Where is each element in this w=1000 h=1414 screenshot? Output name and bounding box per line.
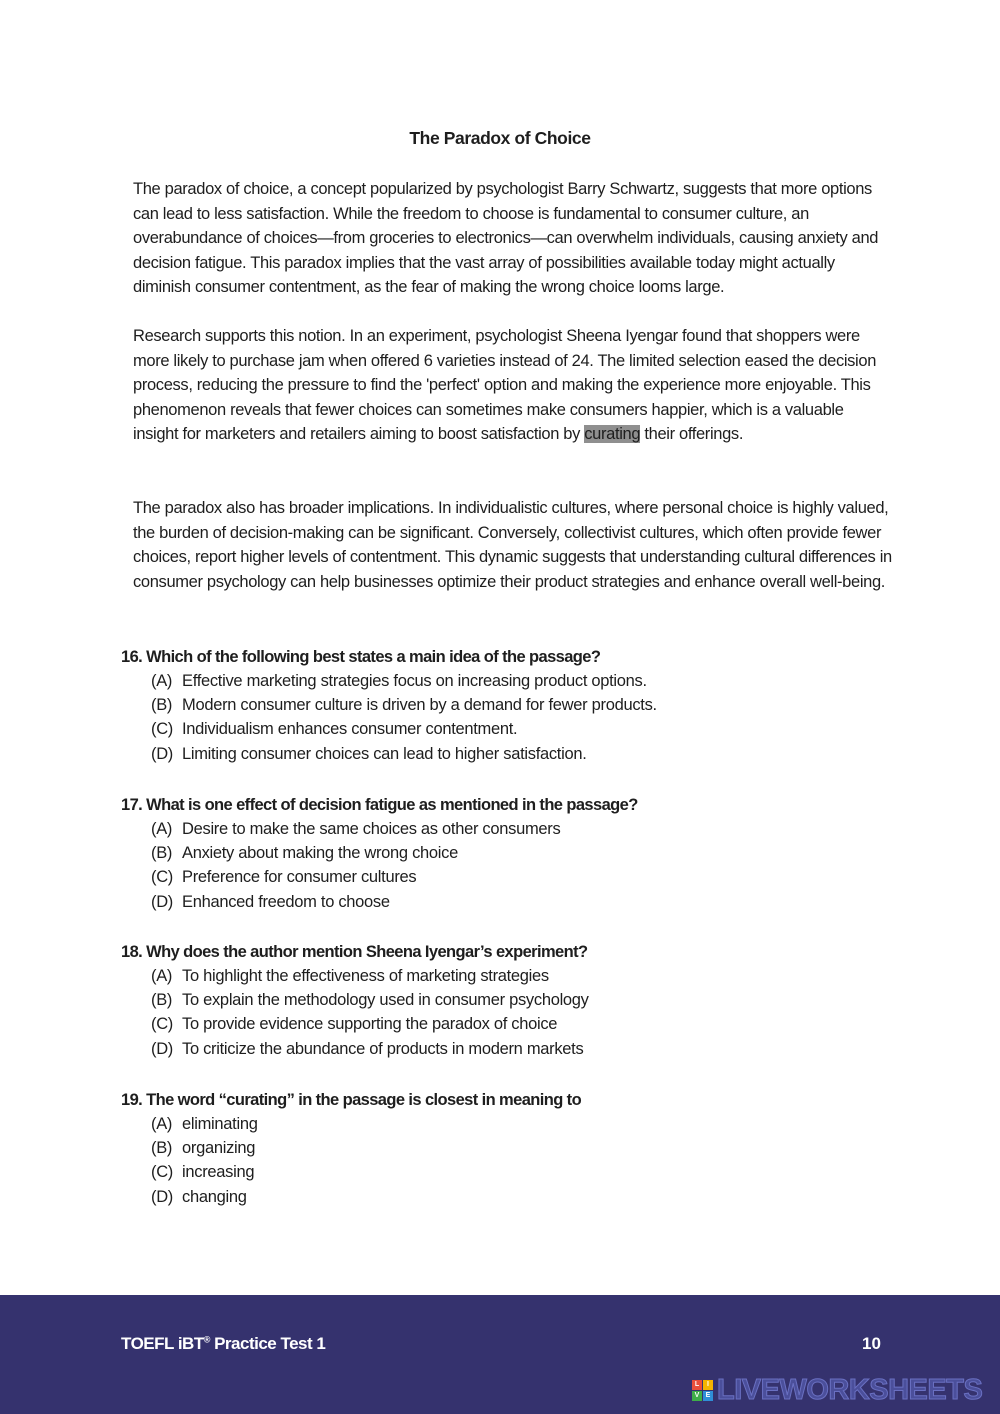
logo-letter-v: V	[692, 1391, 702, 1401]
question-text: 19. The word “curating” in the passage is closest in meaning to	[121, 1091, 582, 1109]
answer-option[interactable]	[121, 717, 941, 741]
option-label: (B)	[151, 1139, 173, 1158]
answer-option[interactable]	[121, 693, 941, 717]
answer-option[interactable]	[121, 817, 941, 841]
option-label: (D)	[151, 1039, 174, 1058]
option-label: (A)	[151, 820, 173, 838]
option-text: eliminating	[182, 1115, 258, 1133]
test-name: TOEFL iBT	[121, 1334, 204, 1353]
option-label: (D)	[151, 744, 174, 763]
option-text: Preference for consumer cultures	[182, 868, 417, 887]
question-text: 17. What is one effect of decision fatigue as mentioned in the passage?	[121, 796, 638, 814]
option-text: To provide evidence supporting the paradox of choice	[182, 1015, 558, 1034]
option-text: Individualism enhances consumer contentment.	[182, 720, 518, 739]
answer-option[interactable]	[121, 1037, 941, 1061]
answer-option[interactable]	[121, 988, 941, 1012]
option-label: (C)	[151, 720, 174, 739]
option-label: (B)	[151, 991, 173, 1010]
option-text: Effective marketing strategies focus on increasing product options.	[182, 672, 647, 690]
liveworksheets-watermark[interactable]	[692, 1374, 982, 1407]
answer-option[interactable]	[121, 1185, 941, 1209]
option-text: Anxiety about making the wrong choice	[182, 844, 458, 863]
option-label: (B)	[151, 696, 173, 715]
question-text: 16. Which of the following best states a main idea of the passage?	[121, 648, 601, 666]
paragraph-2-ending: their offerings.	[640, 425, 744, 444]
option-text: To highlight the effectiveness of marketing strategies	[182, 967, 549, 985]
option-label: (C)	[151, 1015, 174, 1034]
option-text: To criticize the abundance of products in modern markets	[182, 1039, 584, 1058]
question-16	[121, 645, 941, 766]
highlighted-word-curating: curating	[584, 425, 641, 444]
answer-option[interactable]	[121, 1112, 941, 1136]
option-label: (C)	[151, 868, 174, 887]
answer-option[interactable]	[121, 964, 941, 988]
page-number: 10	[862, 1334, 881, 1353]
passage-paragraph-3: The paradox also has broader implications. In individualistic cultures, where personal choice is highly valued, the burden of decision-making can be significant. Conversely, collectivist cultures, which often provide fewer choices, report higher levels of contentment. This dynamic suggests that understanding cultural differences in consumer psychology can help businesses optimize their product strategies and enhance overall well-being.	[133, 499, 892, 591]
passage-paragraph-2	[133, 324, 893, 447]
registered-mark: ®	[203, 1334, 210, 1345]
brand-text: LIVEWORKSHEETS	[717, 1374, 983, 1406]
paragraph-2-text: Research supports this notion. In an experiment, psychologist Sheena Iyengar found that shoppers were more likely to purchase jam when offered 6 varieties instead of 24. The limited selection eased the decision process, reducing the pressure to find the 'perfect' option and making the experience more enjoyable. This phenomenon reveals that fewer choices can sometimes make consumers happier, which is a valuable insight for marketers and retailers aiming to boost satisfaction by	[133, 327, 877, 444]
option-label: (A)	[151, 1115, 173, 1133]
option-label: (D)	[151, 1187, 174, 1206]
test-suffix: Practice Test 1	[209, 1334, 326, 1353]
option-text: To explain the methodology used in consumer psychology	[182, 991, 589, 1010]
option-text: changing	[182, 1187, 247, 1206]
question-18	[121, 940, 941, 1061]
option-label: (C)	[151, 1163, 174, 1182]
answer-option[interactable]	[121, 742, 941, 766]
question-19	[121, 1088, 941, 1209]
answer-option[interactable]	[121, 1136, 941, 1160]
option-text: increasing	[182, 1163, 255, 1182]
option-label: (D)	[151, 892, 174, 911]
answer-option[interactable]	[121, 1160, 941, 1184]
answer-option[interactable]	[121, 865, 941, 889]
option-text: Desire to make the same choices as other consumers	[182, 820, 561, 838]
answer-option[interactable]	[121, 890, 941, 914]
answer-option[interactable]	[121, 1012, 941, 1036]
page-footer	[0, 1295, 1000, 1414]
answer-option[interactable]	[121, 669, 941, 693]
logo-letter-i: I	[703, 1380, 713, 1390]
logo-letter-e: E	[703, 1391, 713, 1401]
option-text: Limiting consumer choices can lead to higher satisfaction.	[182, 744, 587, 763]
test-name-label	[121, 1334, 325, 1354]
option-label: (A)	[151, 967, 173, 985]
question-17	[121, 793, 941, 914]
logo-letter-l: L	[692, 1380, 702, 1390]
passage-paragraph-1: The paradox of choice, a concept popularized by psychologist Barry Schwartz, suggests that more options can lead to less satisfaction. While the freedom to choose is fundamental to consumer culture, an overabundance of choices—from groceries to electronics—can overwhelm individuals, causing anxiety and decision fatigue. This paradox implies that the vast array of possibilities available today might actually diminish consumer contentment, as the fear of making the wrong choice looms large.	[133, 180, 879, 297]
option-text: organizing	[182, 1139, 256, 1158]
option-text: Enhanced freedom to choose	[182, 892, 390, 911]
passage-title: The Paradox of Choice	[409, 128, 591, 148]
option-label: (B)	[151, 844, 173, 863]
question-text: 18. Why does the author mention Sheena Iyengar’s experiment?	[121, 943, 588, 961]
answer-option[interactable]	[121, 841, 941, 865]
option-label: (A)	[151, 672, 173, 690]
liveworksheets-logo-icon	[692, 1380, 713, 1401]
option-text: Modern consumer culture is driven by a demand for fewer products.	[182, 696, 657, 715]
